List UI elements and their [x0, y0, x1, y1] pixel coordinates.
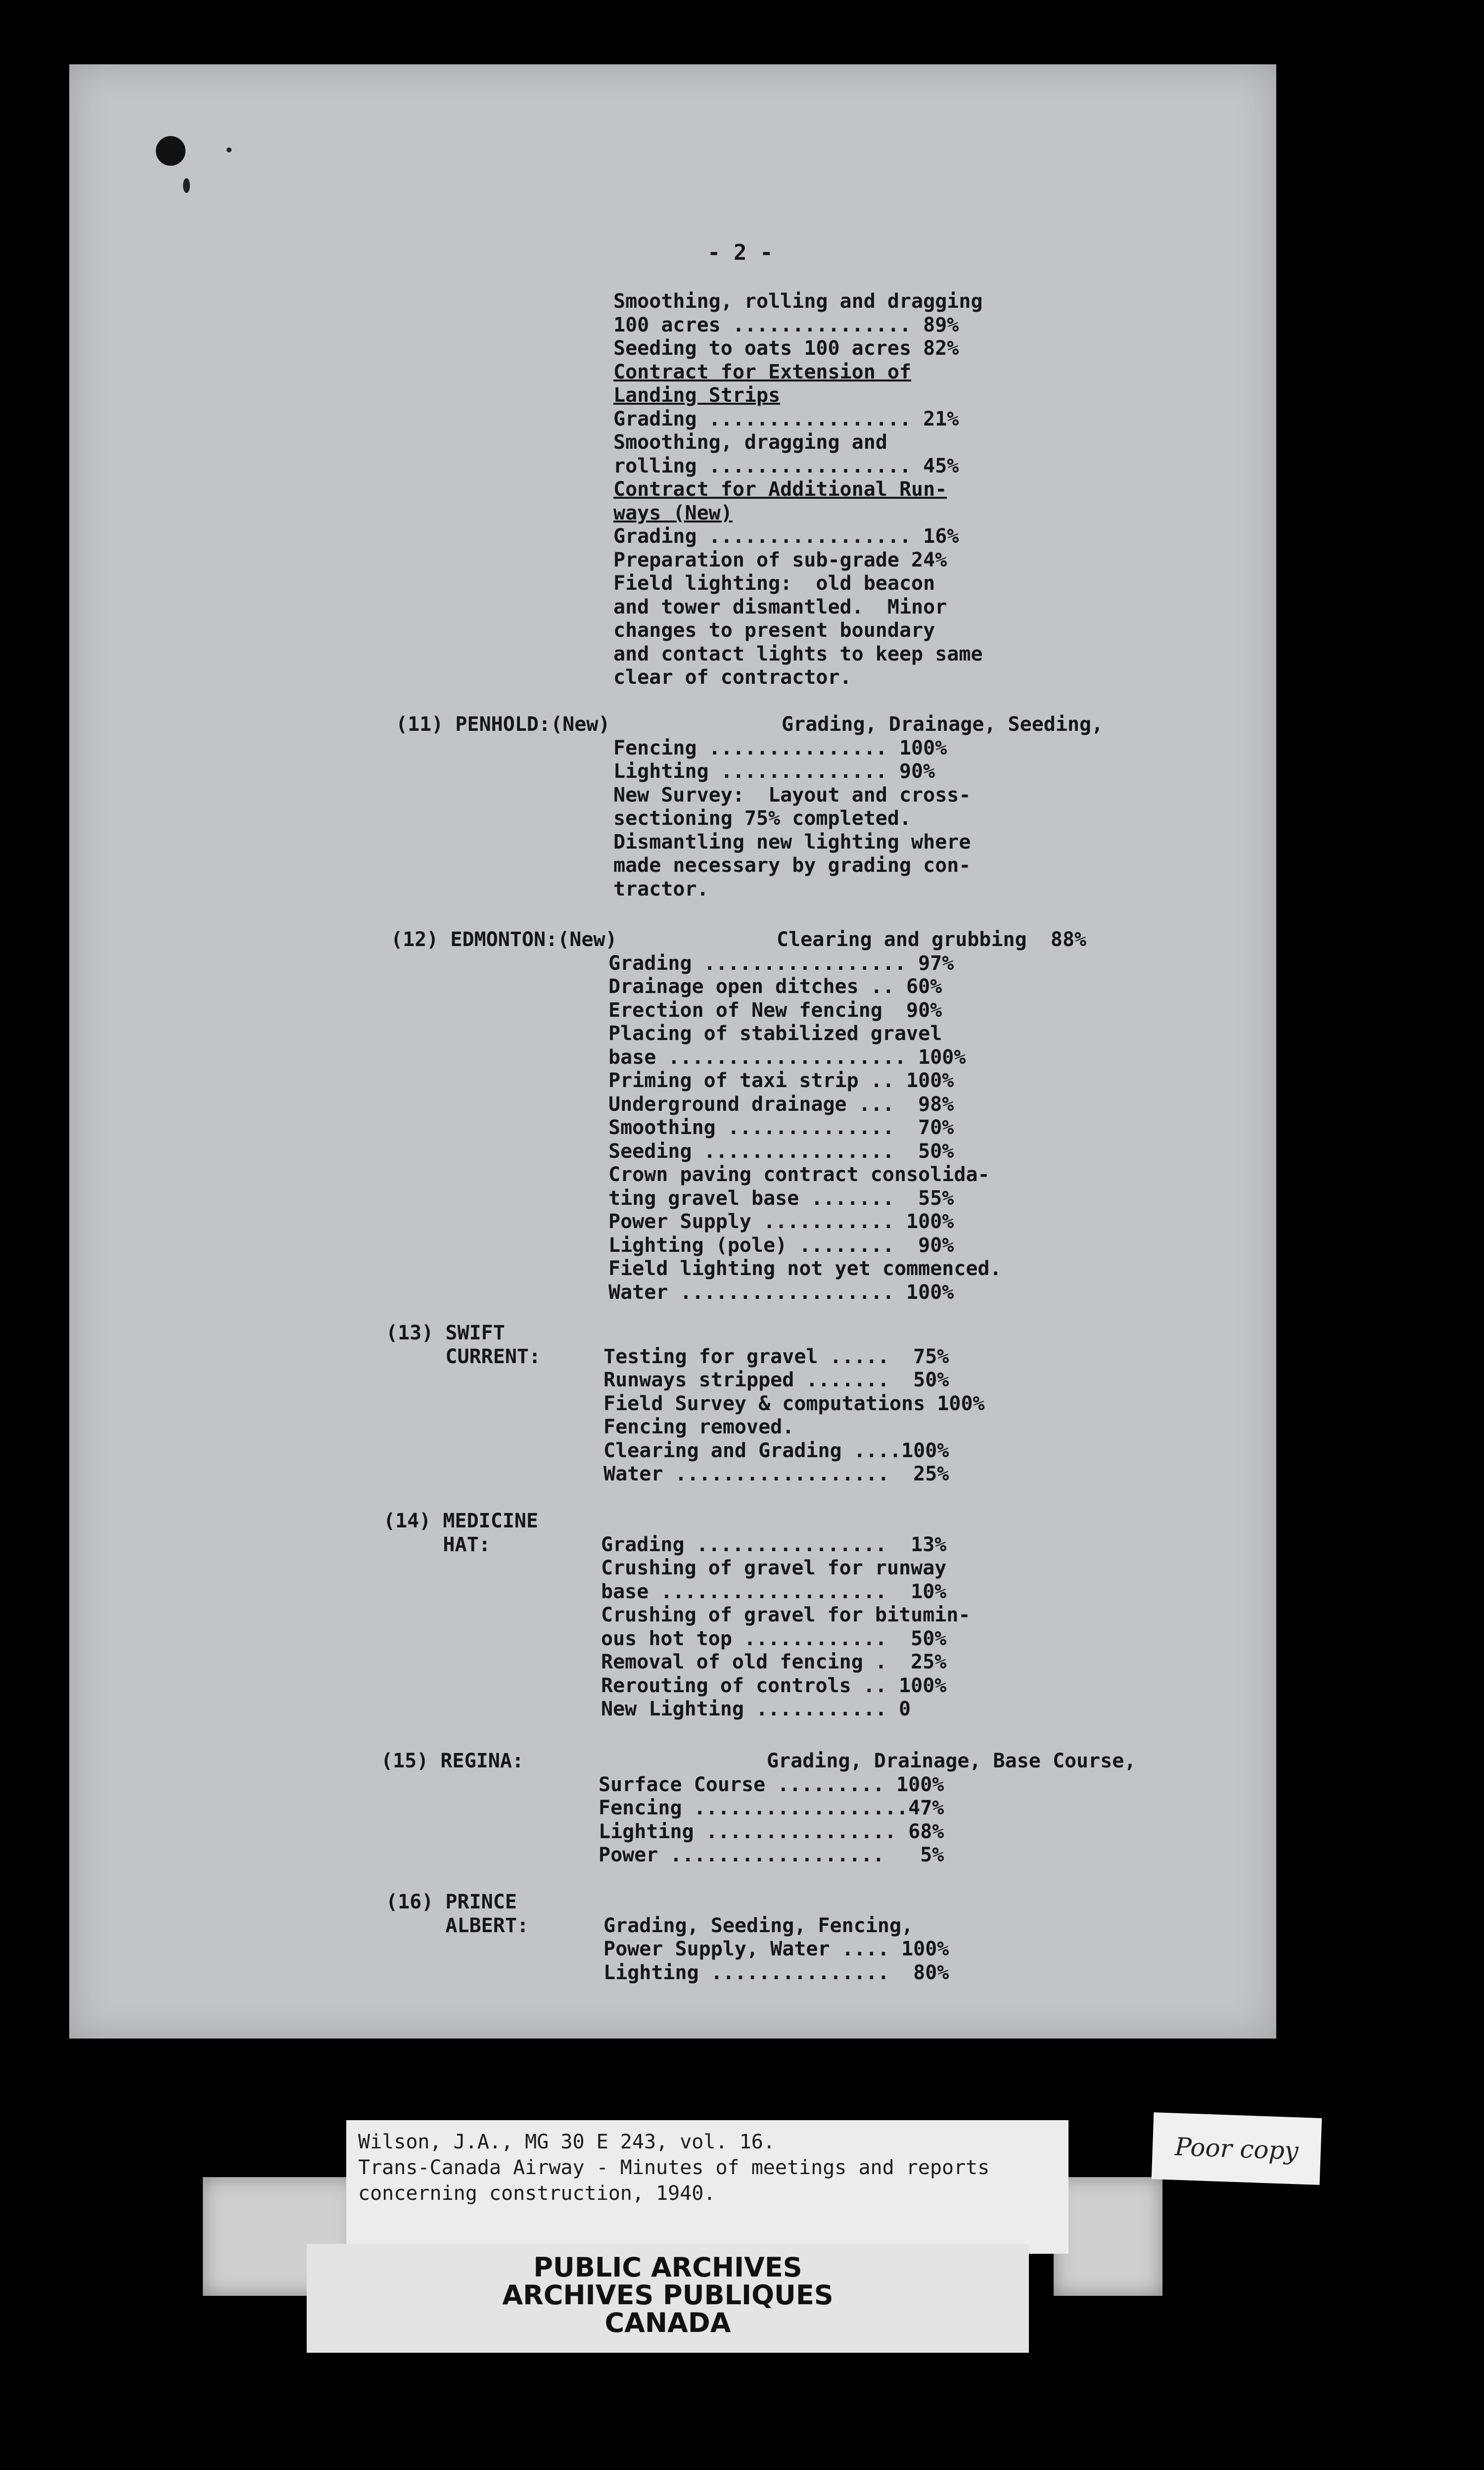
archive-stamp-line: PUBLIC ARCHIVES — [533, 2252, 802, 2283]
section-label: (13) SWIFT CURRENT: — [386, 1322, 541, 1368]
section-line: Surface Course ......... 100% — [599, 1773, 944, 1796]
section-line: Dismantling new lighting where — [613, 830, 971, 854]
handwritten-note: Poor copy — [1152, 2112, 1322, 2185]
section-line: base .................... 100% — [608, 1045, 966, 1069]
section-line: Water .................. 100% — [608, 1281, 954, 1304]
section-line: Grading, Seeding, Fencing, — [603, 1914, 914, 1937]
section-line: Clearing and Grading ....100% — [603, 1439, 949, 1462]
text-line: Landing Strips — [613, 384, 781, 407]
section-line: ting gravel base ....... 55% — [608, 1187, 954, 1210]
archive-stamp-line: CANADA — [604, 2307, 731, 2338]
archive-stamp — [307, 2244, 1029, 2353]
section-label: (11) PENHOLD:(New) — [396, 713, 610, 736]
section-line: New Survey: Layout and cross- — [613, 783, 971, 807]
catalog-card — [346, 2120, 1068, 2254]
section-line: made necessary by grading con- — [613, 854, 971, 877]
section-line: Field Survey & computations 100% — [603, 1392, 985, 1415]
section-line: Placing of stabilized gravel — [608, 1022, 942, 1045]
section-line: tractor. — [613, 877, 709, 901]
section-line: Crushing of gravel for runway — [601, 1557, 947, 1579]
text-line: clear of contractor. — [613, 666, 852, 689]
section-line: New Lighting ........... 0 — [601, 1698, 911, 1720]
section-line: Lighting .............. 90% — [613, 760, 935, 783]
section-line: Smoothing .............. 70% — [608, 1116, 954, 1139]
section-label: (16) PRINCE ALBERT: — [386, 1891, 529, 1937]
text-line: rolling ................. 45% — [613, 454, 959, 477]
section-line: Fencing removed. — [603, 1416, 794, 1438]
section-line: Lighting ............... 80% — [603, 1961, 949, 1984]
catalog-line: concerning construction, 1940. — [358, 2182, 716, 2205]
section-line: Grading, Drainage, Base Course, — [767, 1750, 1136, 1772]
section-line: ous hot top ............ 50% — [601, 1627, 947, 1650]
section-line: Fencing ..................47% — [599, 1797, 944, 1819]
section-line: Power .................. 5% — [599, 1844, 944, 1866]
section-line: Seeding ................ 50% — [608, 1140, 954, 1163]
text-line: Grading ................. 16% — [613, 525, 959, 548]
section-line: Power Supply ........... 100% — [608, 1210, 954, 1233]
catalog-line: Wilson, J.A., MG 30 E 243, vol. 16. — [358, 2131, 775, 2153]
section-line: sectioning 75% completed. — [613, 807, 912, 830]
catalog-line: Trans-Canada Airway - Minutes of meetings and reports — [358, 2156, 990, 2179]
section-line: Lighting ................ 68% — [599, 1820, 944, 1843]
section-line: Runways stripped ....... 50% — [603, 1369, 949, 1391]
text-line: Grading ................. 21% — [613, 407, 959, 430]
section-line: Priming of taxi strip .. 100% — [608, 1069, 954, 1092]
text-line: 100 acres ............... 89% — [613, 313, 959, 336]
page-number: - 2 - — [707, 240, 773, 265]
tape-right — [1054, 2177, 1162, 2296]
text-line: Contract for Extension of — [613, 360, 912, 383]
section-line: Removal of old fencing . 25% — [601, 1651, 947, 1673]
section-line: Underground drainage ... 98% — [608, 1092, 954, 1116]
speck — [227, 147, 232, 152]
text-line: Smoothing, rolling and dragging — [613, 290, 983, 313]
section-line: Testing for gravel ..... 75% — [603, 1345, 949, 1368]
section-line: Grading, Drainage, Seeding, — [782, 713, 1104, 736]
section-label: (15) REGINA: — [381, 1750, 524, 1772]
punch-hole — [156, 136, 186, 166]
speck — [183, 178, 190, 193]
section-line: Drainage open ditches .. 60% — [608, 975, 942, 998]
text-line: Contract for Additional Run- — [613, 478, 947, 501]
section-line: Power Supply, Water .... 100% — [603, 1938, 949, 1960]
text-line: Preparation of sub-grade 24% — [613, 548, 947, 571]
section-line: Grading ................. 97% — [608, 951, 954, 975]
text-line: changes to present boundary — [613, 619, 935, 642]
section-line: Water .................. 25% — [603, 1463, 949, 1485]
section-line: Clearing and grubbing 88% — [777, 928, 1087, 951]
section-label: (14) MEDICINE HAT: — [383, 1510, 539, 1556]
section-line: Crushing of gravel for bitumin- — [601, 1604, 971, 1626]
section-line: Rerouting of controls .. 100% — [601, 1674, 947, 1697]
section-line: Erection of New fencing 90% — [608, 998, 942, 1022]
text-line: Field lighting: old beacon — [613, 572, 935, 595]
archive-stamp-line: ARCHIVES PUBLIQUES — [502, 2280, 834, 2311]
text-line: and contact lights to keep same — [613, 642, 983, 665]
section-line: Grading ................ 13% — [601, 1533, 947, 1556]
text-line: Seeding to oats 100 acres 82% — [613, 337, 959, 360]
text-line: Smoothing, dragging and — [613, 431, 887, 454]
section-line: Field lighting not yet commenced. — [608, 1257, 1002, 1280]
section-label: (12) EDMONTON:(New) — [391, 928, 617, 951]
section-line: Crown paving contract consolida- — [608, 1163, 990, 1186]
document-page — [69, 64, 1276, 2039]
section-line: Lighting (pole) ........ 90% — [608, 1234, 954, 1257]
section-line: base ................... 10% — [601, 1580, 947, 1603]
section-line: Fencing ............... 100% — [613, 736, 947, 760]
text-line: ways (New) — [613, 501, 733, 524]
text-line: and tower dismantled. Minor — [613, 595, 947, 618]
